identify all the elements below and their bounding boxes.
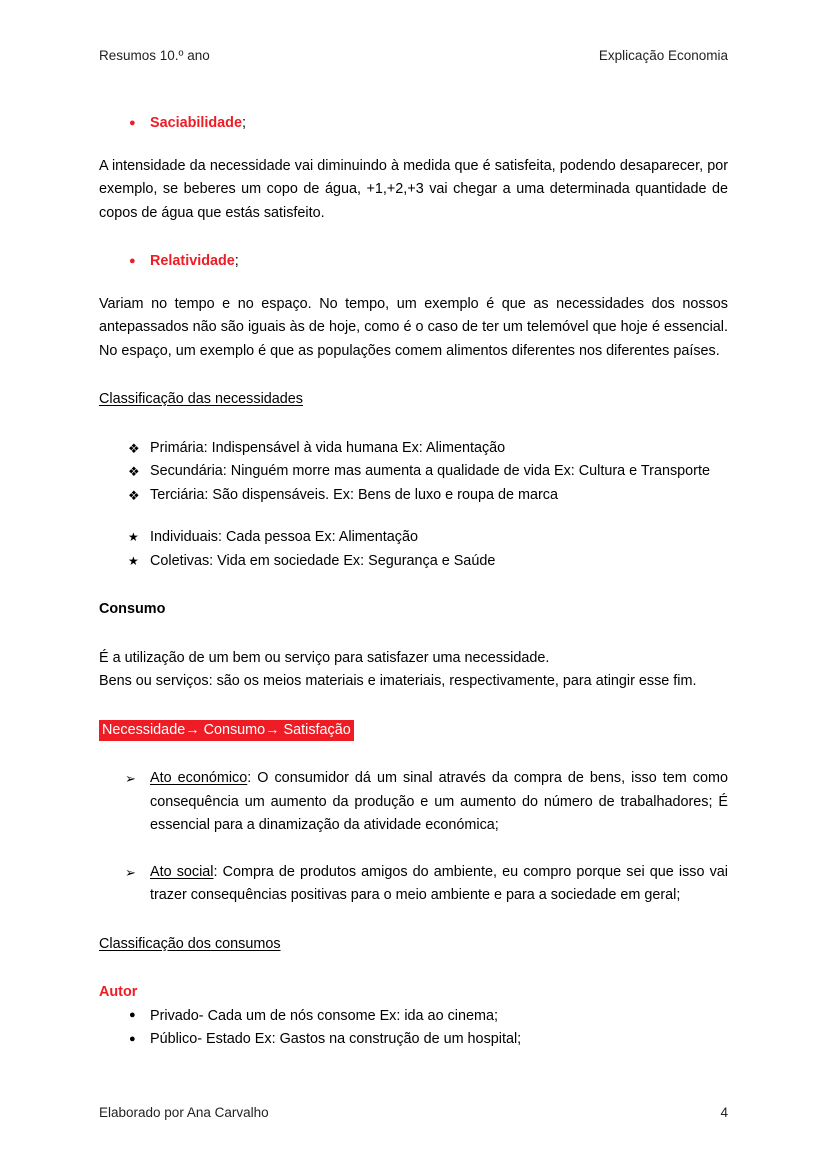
spacer: [99, 694, 728, 719]
list-item: [99, 861, 728, 908]
heading-classificacao-necessidades: Classificação das necessidades: [99, 391, 303, 407]
header-right-text: Explicação Economia: [598, 48, 728, 63]
spacer: [99, 225, 728, 250]
list-item: [99, 460, 728, 484]
term-relatividade-punct: ;: [234, 253, 239, 269]
list-necessidades-tipo: [99, 437, 728, 508]
spacer: [99, 573, 728, 598]
list-item: [99, 250, 728, 274]
list-item-label: Secundária: Ninguém morre mas aumenta a qualidade de vida Ex: Cultura e Transporte: [150, 463, 710, 479]
spacer: [99, 908, 728, 933]
list-item-label: Primária: Indispensável à vida humana Ex: Alimentação: [150, 439, 506, 456]
spacer: [99, 622, 728, 647]
list-necessidades-ambito: [99, 526, 728, 573]
list-item-label: Coletivas: Vida em sociedade Ex: Segurança e Saúde: [150, 552, 496, 569]
spacer: [99, 507, 728, 526]
highlighted-chain-row: [99, 719, 728, 743]
heading-autor: Autor: [99, 984, 138, 1000]
paragraph-relatividade: Variam no tempo e no espaço. No tempo, um exemplo é que as necessidades dos nossos antepassados não são iguais às de hoje, como é o caso de ter um telemóvel que hoje é essencial. No espaço, um exemplo é que as populações comem alimentos diferentes nos diferentes países.: [99, 295, 728, 359]
paragraph-consumo-2: Bens ou serviços: são os meios materiais e imateriais, respectivamente, para atingir esse fim.: [99, 673, 697, 689]
spacer: [99, 956, 728, 981]
list-item-label: Privado- Cada um de nós consome Ex: ida ao cinema;: [150, 1007, 498, 1024]
list-item-label: Público- Estado Ex: Gastos na construção de um hospital;: [150, 1031, 522, 1047]
list-autor-consumos: [99, 1005, 728, 1052]
page-header: [99, 47, 728, 65]
spacer: [99, 136, 728, 155]
paragraph-saciabilidade: A intensidade da necessidade vai diminuindo à medida que é satisfeita, podendo desaparecer, por exemplo, se beberes um copo de água, +1,+2,+3 vai chegar a uma determinada quantidade de copos de água que estás satisfeito.: [99, 157, 728, 221]
heading-classificacao-consumos: Classificação dos consumos: [99, 935, 281, 952]
term-saciabilidade: Saciabilidade: [150, 115, 242, 131]
page-number: 4: [720, 1105, 728, 1120]
term-saciabilidade-punct: ;: [241, 115, 246, 131]
term-relatividade: Relatividade: [150, 253, 235, 269]
list-item-label: Individuais: Cada pessoa Ex: Alimentação: [150, 529, 418, 545]
list-item-label: : Compra de produtos amigos do ambiente, eu compro porque sei que isso vai trazer consequências positivas para o meio ambiente e para a sociedade em geral;: [150, 863, 728, 903]
list-atos-consumo: [99, 767, 728, 908]
footer-author: Elaborado por Ana Carvalho: [99, 1105, 269, 1120]
list-item: [99, 526, 728, 550]
list-item-label: Terciária: São dispensáveis. Ex: Bens de luxo e roupa de marca: [150, 486, 558, 503]
heading-consumo: Consumo: [99, 601, 166, 617]
list-item: [99, 437, 728, 461]
header-left-text: Resumos 10.º ano: [99, 48, 210, 63]
list-item: [99, 1005, 728, 1029]
list-item: [99, 550, 728, 574]
spacer: [99, 363, 728, 388]
spacer: [99, 412, 728, 437]
list-item: [99, 767, 728, 838]
list-item-label: : O consumidor dá um sinal através da compra de bens, isso tem como consequência um aumento da produção e um aumento do número de trabalhadores; É essencial para a dinamização da atividade económica;: [150, 770, 728, 833]
list-item: [99, 484, 728, 508]
document-body: [99, 112, 728, 1052]
list-item: [99, 112, 728, 136]
list-saciabilidade: [99, 112, 728, 136]
spacer: [99, 274, 728, 293]
term-ato-economico: Ato económico: [150, 770, 248, 786]
term-ato-social: Ato social: [150, 863, 214, 880]
paragraph-consumo-1: É a utilização de um bem ou serviço para satisfazer uma necessidade.: [99, 649, 550, 666]
spacer: [99, 742, 728, 767]
list-relatividade: [99, 250, 728, 274]
list-item: [99, 1028, 728, 1052]
page-footer: [99, 1104, 728, 1122]
highlighted-chain-text: Necessidade→ Consumo→ Satisfação: [99, 720, 354, 741]
